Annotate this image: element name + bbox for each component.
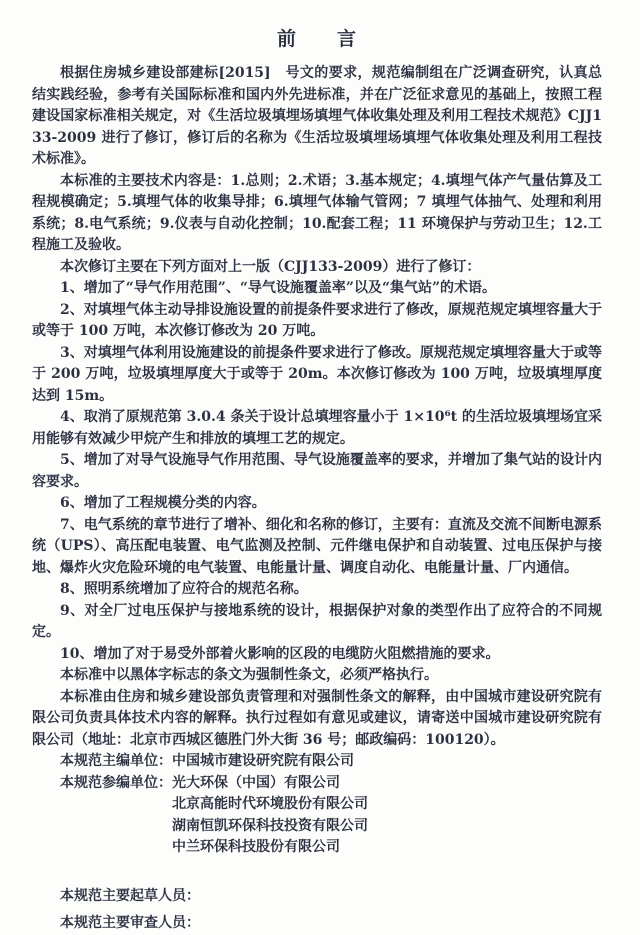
preface-paragraph-1: 根据住房城乡建设部建标[2015] 号文的要求，规范编制组在广泛调查研究，认真总结实践经验，参考有关国际标准和国内外先进标准，并在广泛征求意见的基础上，按照工程建设国家标准相关规定，对《生活垃圾填埋场填埋气体收集处理及利用工程技术规范》CJJ133-2009 进行了修订，修订后的名称为《生活垃圾填埋场填埋气体收集处理及利用工程技术标准》。 (32, 65, 602, 167)
revision-item-7: 7、电气系统的章节进行了增补、细化和名称的修订，主要有：直流及交流不间断电源系统（UPS）、高压配电装置、电气监测及控制、元件继电保护和自动装置、过电压保护与接地、爆炸火灾危险环境的电气装置、电能量计量、调度自动化、电能量计量、厂内通信。 (32, 516, 602, 576)
participating-units-row (32, 773, 602, 859)
chief-editor-unit-label: 本规范主编单位： (60, 753, 172, 769)
participating-unit-2: 北京高能时代环境股份有限公司 (172, 796, 368, 812)
mandatory-clause-note: 本标准中以黑体字标志的条文为强制性条文，必须严格执行。 (60, 667, 438, 683)
revision-item-5: 5、增加了对导气设施导气作用范围、导气设施覆盖率的要求，并增加了集气站的设计内容要求。 (32, 452, 602, 490)
preface-paragraph-2: 本标准的主要技术内容是：1.总则；2.术语；3.基本规定；4.填埋气体产气量估算及工程规模确定；5.填埋气体的收集导排；6.填埋气体输气管网；7 填埋气体抽气、处理和利用系统；8.电气系统；9.仪表与自动化控制；10.配套工程；11 环境保护与劳动卫生；12.工程施工及验收。 (32, 172, 602, 253)
revision-item-8: 8、照明系统增加了应符合的规范名称。 (60, 581, 308, 597)
revision-item-1: 1、增加了“导气作用范围”、“导气设施覆盖率”以及“集气站”的术语。 (60, 280, 497, 296)
chief-editor-unit-value: 中国城市建设研究院有限公司 (172, 753, 354, 769)
revision-item-2: 2、对填埋气体主动导排设施设置的前提条件要求进行了修改，原规范规定填埋容量大于或等于 100 万吨，本次修订修改为 20 万吨。 (32, 301, 602, 339)
revision-item-10: 10、增加了对于易受外部着火影响的区段的电缆防火阻燃措施的要求。 (60, 645, 500, 662)
administration-note: 本标准由住房和城乡建设部负责管理和对强制性条文的解释，由中国城市建设研究院有限公司负责具体技术内容的解释。执行过程如有意见或建议，请寄送中国城市建设研究院有限公司（地址：北京市西城区德胜门外大街 36 号；邮政编码：100120）。 (32, 688, 602, 748)
revision-item-3: 3、对填埋气体利用设施建设的前提条件要求进行了修改。原规范规定填埋容量大于或等于 200 万吨，垃圾填埋厚度大于或等于 20m。本次修订修改为 100 万吨，垃圾填埋厚度达到 15m。 (32, 344, 602, 404)
page-title: 前 言 (276, 28, 357, 50)
revision-item-9: 9、对全厂过电压保护与接地系统的设计，根据保护对象的类型作出了应符合的不同规定。 (32, 602, 602, 640)
chief-editor-unit-row (32, 751, 602, 773)
revision-item-6: 6、增加了工程规模分类的内容。 (60, 495, 266, 511)
drafters-label: 本规范主要起草人员： (60, 887, 200, 904)
revision-item-4: 4、取消了原规范第 3.0.4 条关于设计总填埋容量小于 1×10⁶t 的生活垃圾填埋场宜采用能够有效减少甲烷产生和排放的填埋工艺的规定。 (32, 409, 602, 447)
participating-unit-4: 中兰环保科技股份有限公司 (172, 839, 340, 855)
participating-units-list (172, 773, 368, 859)
reviewers-label: 本规范主要审查人员： (60, 915, 200, 931)
preface-paragraph-3: 本次修订主要在下列方面对上一版（CJJ133-2009）进行了修订： (60, 258, 481, 275)
participating-unit-3: 湖南恒凯环保科技投资有限公司 (172, 817, 368, 834)
participating-unit-1: 光大环保（中国）有限公司 (172, 774, 340, 791)
participating-units-label: 本规范参编单位： (60, 774, 172, 791)
